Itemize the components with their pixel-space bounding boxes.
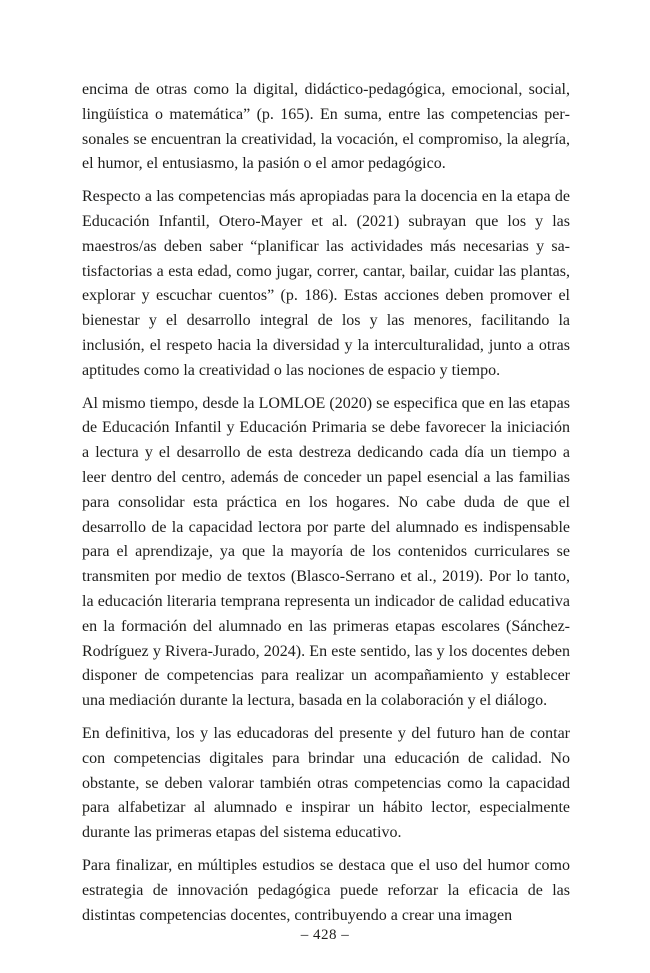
paragraph-1: encima de otras como la digital, didáctico-pedagógica, emocional, social, lingüística o matemática” (p. 165). En suma, entre las competencias personales se encuentran la creatividad, la vocación, el compromiso, la alegría, el humor, el entusiasmo, la pasión o el amor pedagógico. (82, 81, 570, 173)
paragraph-3: Al mismo tiempo, desde la LOMLOE (2020) se especifica que en las etapas de Educación Infantil y Educación Primaria se debe favorecer la iniciación a lectura y el desarrollo de esta destreza dedicando cada día un tiempo a leer dentro del centro, además de conceder un papel esencial a las familias para consolidar esta práctica en los hogares. No cabe duda de que el desarrollo de la capacidad lectora por parte del alumnado es indispensable para el aprendizaje, ya que la mayoría de los contenidos curriculares se transmiten por medio de textos (Blasco-Serrano et al., 2019). Por lo tanto, la educación literaria temprana representa un indicador de calidad educativa en la formación del alumnado en las primeras etapas escolares (Sánchez-Rodríguez y Rivera-Jurado, 2024). En este sentido, las y los docentes deben disponer de competencias para realizar un acompañamiento y establecer una mediación durante la lectura, basada en la colaboración y el diálogo. (82, 394, 570, 710)
body-text (82, 78, 570, 936)
paragraph-5: Para finalizar, en múltiples estudios se destaca que el uso del humor como estrategia de innovación pedagógica puede reforzar la eficacia de las distintas competencias docentes, contribuyendo a crear una imagen (82, 856, 570, 924)
page-number: – 428 – (300, 927, 350, 943)
paragraph-2: Respecto a las competencias más apropiadas para la docencia en la etapa de Educación Infantil, Otero-Mayer et al. (2021) subrayan que los y las maestros/as deben saber “planificar las actividades más necesarias y satisfactorias a esta edad, como jugar, correr, cantar, bailar, cuidar las plantas, explorar y escuchar cuentos” (p. 186). Estas acciones deben promover el bienestar y el desarrollo integral de los y las menores, facilitando la inclusión, el respeto hacia la diversidad y la interculturalidad, junto a otras aptitudes como la creatividad o las nociones de espacio y tiempo. (82, 188, 570, 379)
paragraph-4: En definitiva, los y las educadoras del presente y del futuro han de contar con competencias digitales para brindar una educación de calidad. No obstante, se deben valorar también otras competencias como la capacidad para alfabetizar al alumnado e inspirar un hábito lector, especialmente durante las primeras etapas del sistema educativo. (82, 724, 570, 842)
